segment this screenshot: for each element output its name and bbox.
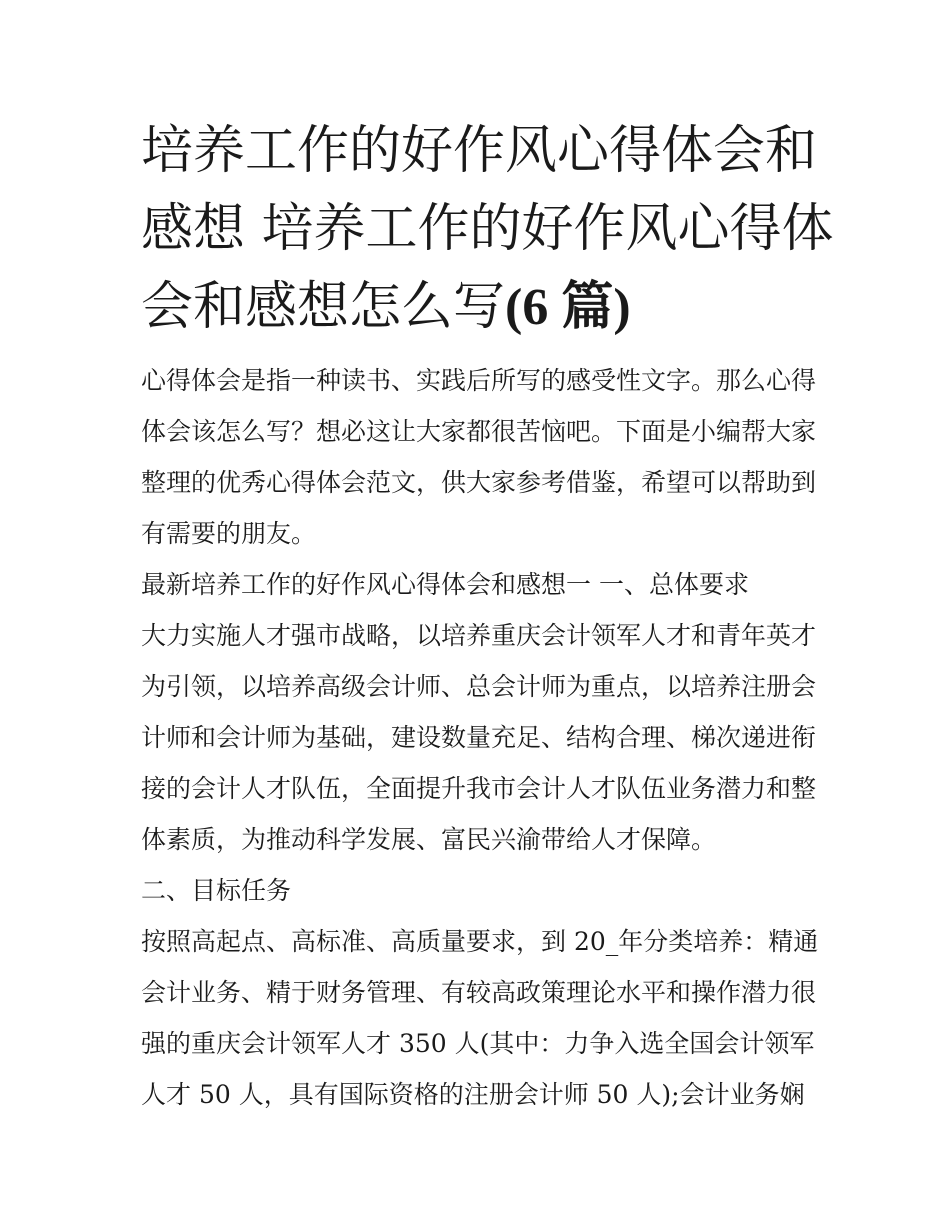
intro-line: 心得体会是指一种读书、实践后所写的感受性文字。那么心得 [141, 366, 817, 395]
intro-paragraph [141, 355, 817, 559]
section-1-paragraph [141, 610, 817, 865]
intro-line: 体会该怎么写？想必这让大家都很苦恼吧。下面是小编帮大家 [141, 417, 817, 446]
body-line: 计师和会计师为基础，建设数量充足、结构合理、梯次递进衔 [141, 723, 817, 752]
title-line-3 [141, 268, 821, 346]
body-line: 体素质，为推动科学发展、富民兴渝带给人才保障。 [141, 825, 717, 854]
section-1-heading [141, 559, 813, 610]
body-line: 大力实施人才强市战略，以培养重庆会计领军人才和青年英才 [141, 621, 817, 650]
section-heading-text: 最新培养工作的好作风心得体会和感想一 一、总体要求 [141, 570, 749, 599]
title-line-3-text: 会和感想怎么写 [141, 277, 506, 337]
title-line-1: 培养工作的好作风心得体会和 [141, 121, 818, 181]
title-line-2: 感想 培养工作的好作风心得体 [141, 199, 834, 259]
intro-line: 整理的优秀心得体会范文，供大家参考借鉴，希望可以帮助到 [141, 468, 817, 497]
body-line: 人才 50 人，具有国际资格的注册会计师 50 人);会计业务娴 [141, 1080, 805, 1109]
body-line: 会计业务、精于财务管理、有较高政策理论水平和操作潜力很 [141, 978, 817, 1007]
document-title [141, 112, 834, 346]
intro-line: 有需要的朋友。 [141, 519, 317, 548]
document-body [141, 355, 819, 1120]
body-line: 接的会计人才队伍，全面提升我市会计人才队伍业务潜力和整 [141, 774, 817, 803]
section-2-heading [141, 865, 813, 916]
title-article-count: (6 篇) [505, 279, 631, 336]
section-heading-text: 二、目标任务 [141, 876, 292, 905]
section-2-paragraph [141, 916, 819, 1120]
body-line: 强的重庆会计领军人才 350 人(其中：力争入选全国会计领军 [141, 1029, 815, 1058]
body-line: 按照高起点、高标准、高质量要求，到 20_年分类培养：精通 [141, 927, 819, 956]
body-line: 为引领，以培养高级会计师、总会计师为重点，以培养注册会 [141, 672, 817, 701]
